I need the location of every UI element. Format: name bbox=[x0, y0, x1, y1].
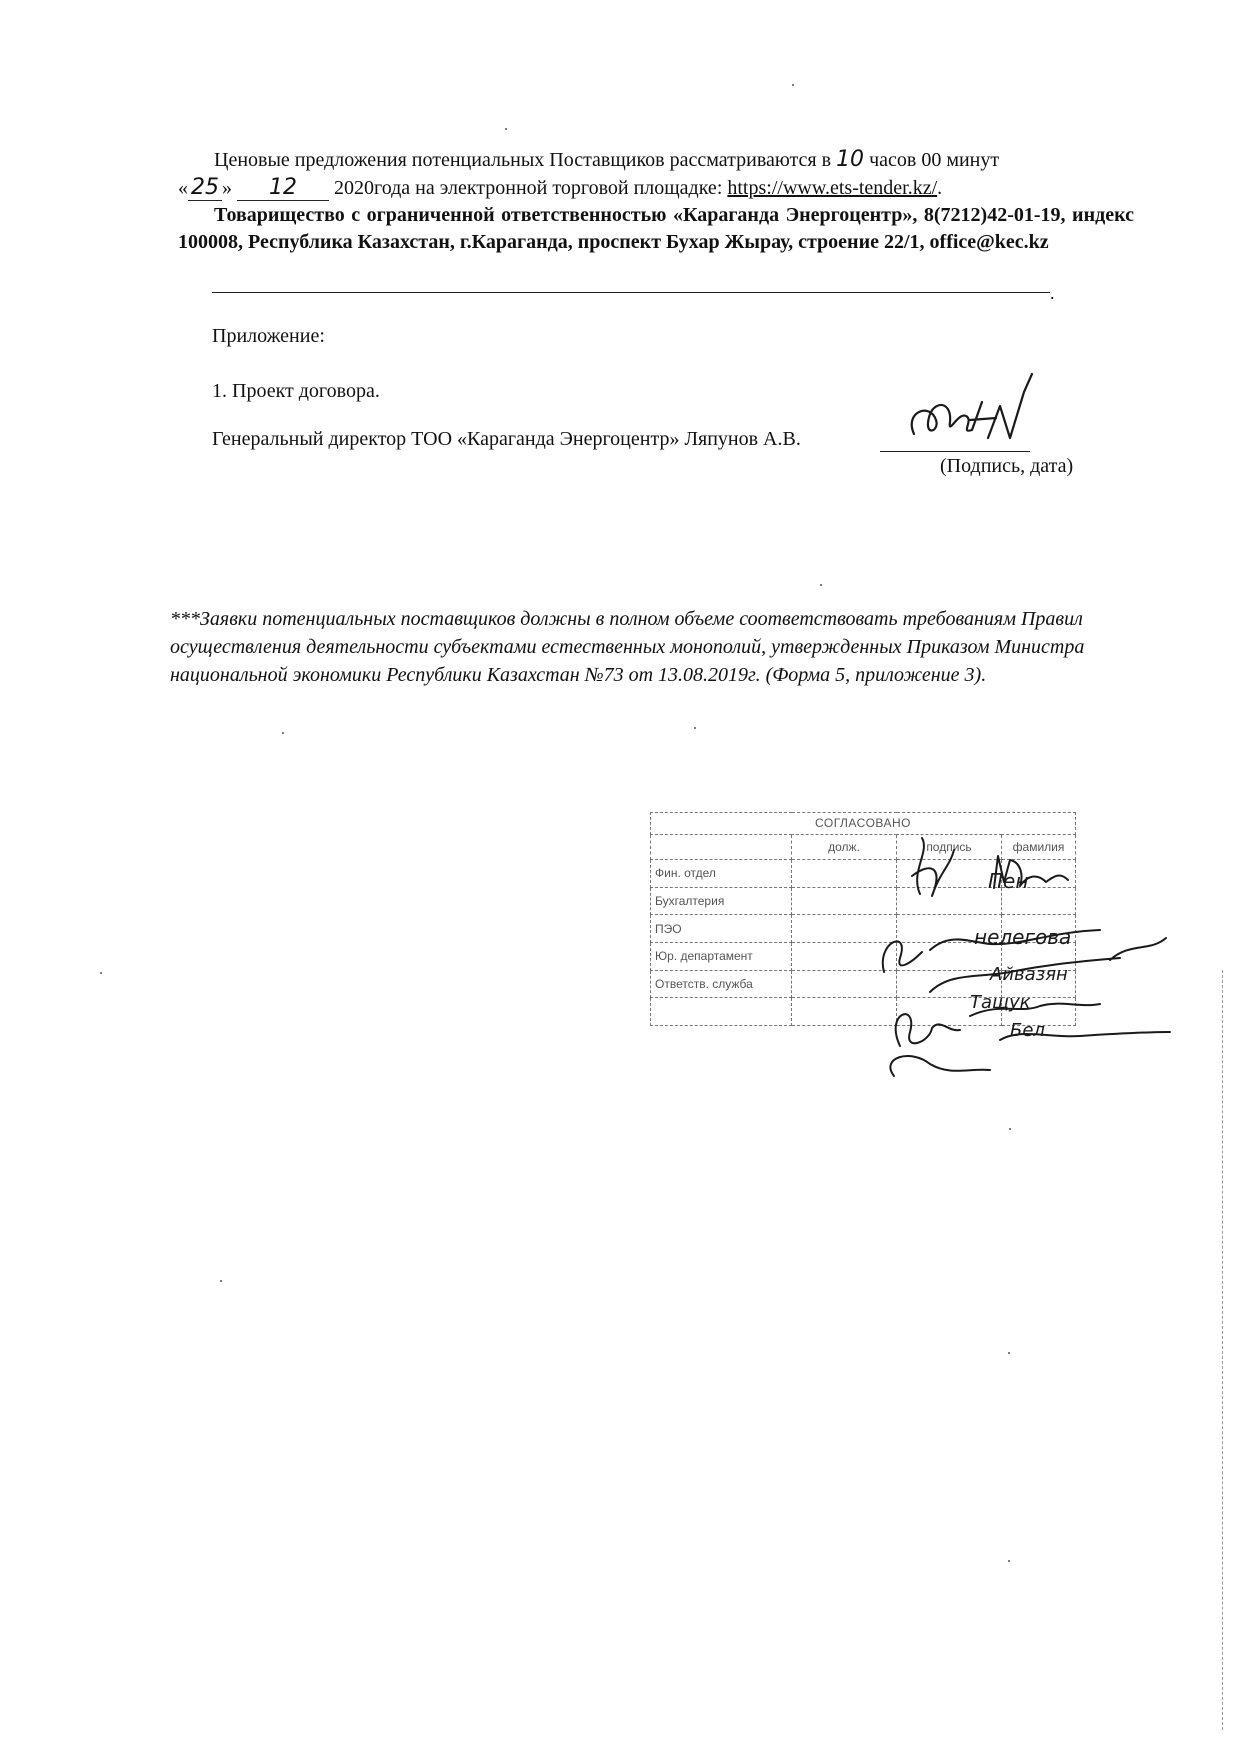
stamp-col-position: долж. bbox=[792, 834, 897, 860]
organization-text: Товарищество с ограниченной ответственностью «Караганда Энергоцентр», 8(7212)42-01-19, индекс 100008, Республика Казахстан, г.Караганда, проспект Бухар Жырау, строение 22/1, office@kec.kz bbox=[178, 204, 1134, 253]
price-offer-paragraph: Ценовые предложения потенциальных Поставщиков рассматриваются в 10 часов 00 минут « 25 » 12 2020года на электронной торговой площадке: https://www.ets-tender.kz/. bbox=[178, 147, 1000, 200]
stamp-row-label: Фин. отдел bbox=[651, 860, 792, 888]
approval-stamp-title: СОГЛАСОВАНО bbox=[651, 813, 1076, 835]
tender-platform-link[interactable]: https://www.ets-tender.kz/ bbox=[727, 177, 938, 199]
scan-edge-line bbox=[1222, 970, 1224, 1730]
price-offer-text-end: года на электронной торговой площадке: bbox=[374, 177, 723, 199]
price-offer-hour: 10 bbox=[836, 147, 865, 172]
stamp-row-label: ПЭО bbox=[651, 915, 792, 943]
scan-speck bbox=[1009, 1128, 1011, 1130]
stamp-signature-text: Бел bbox=[1010, 1020, 1045, 1041]
scan-speck bbox=[694, 727, 696, 729]
stamp-row-label: Бухгалтерия bbox=[651, 887, 792, 915]
stamp-col-surname: фамилия bbox=[1002, 834, 1076, 860]
scan-speck bbox=[792, 84, 794, 86]
appendix-label: Приложение: bbox=[212, 325, 325, 347]
stamp-col-empty bbox=[651, 834, 792, 860]
stamp-signature-text: Айвазян bbox=[990, 964, 1068, 985]
scan-speck bbox=[1008, 1352, 1010, 1354]
scan-speck bbox=[100, 972, 102, 974]
stamp-signature-text: нелегова bbox=[974, 925, 1072, 949]
price-offer-month: 12 bbox=[237, 176, 329, 201]
stamp-signature-text: Пен bbox=[988, 869, 1029, 893]
organization-details bbox=[178, 202, 1134, 256]
stamp-col-signature: подпись bbox=[897, 834, 1002, 860]
stamp-row-label: Ответств. служба bbox=[651, 970, 792, 998]
price-offer-year: 2020 bbox=[334, 177, 374, 199]
signature-caption: (Подпись, дата) bbox=[940, 455, 1074, 477]
organization-underline bbox=[212, 292, 1050, 293]
appendix-item: 1. Проект договора. bbox=[212, 380, 380, 402]
requirements-note: ***Заявки потенциальных поставщиков должны в полном объеме соответствовать требованиям Правил осуществления деятельности субъектами естественных монополий, утвержденных Приказом Министра национальной экономики Республики Казахстан №73 от 13.08.2019г. (Форма 5, приложение 3). bbox=[170, 608, 1085, 686]
stamp-signatures bbox=[870, 832, 1180, 1082]
price-offer-day: 25 bbox=[188, 176, 222, 201]
price-offer-text-hours: часов 00 минут bbox=[869, 149, 1000, 171]
scan-speck bbox=[1008, 1560, 1010, 1562]
director-signature bbox=[900, 372, 1050, 452]
stamp-row-label: Юр. департамент bbox=[651, 943, 792, 971]
stamp-signature-text: Тащук bbox=[970, 992, 1031, 1013]
price-offer-end-punct: . bbox=[937, 177, 943, 199]
scan-speck bbox=[282, 732, 284, 734]
scan-speck bbox=[820, 584, 822, 586]
stamp-row-label bbox=[651, 998, 792, 1026]
underline-dot: . bbox=[1050, 283, 1055, 303]
scan-speck bbox=[220, 1280, 222, 1282]
director-line: Генеральный директор ТОО «Караганда Энергоцентр» Ляпунов А.В. bbox=[212, 428, 801, 450]
scan-speck bbox=[505, 128, 507, 130]
price-offer-text-start: Ценовые предложения потенциальных Поставщиков рассматриваются в bbox=[214, 149, 832, 171]
